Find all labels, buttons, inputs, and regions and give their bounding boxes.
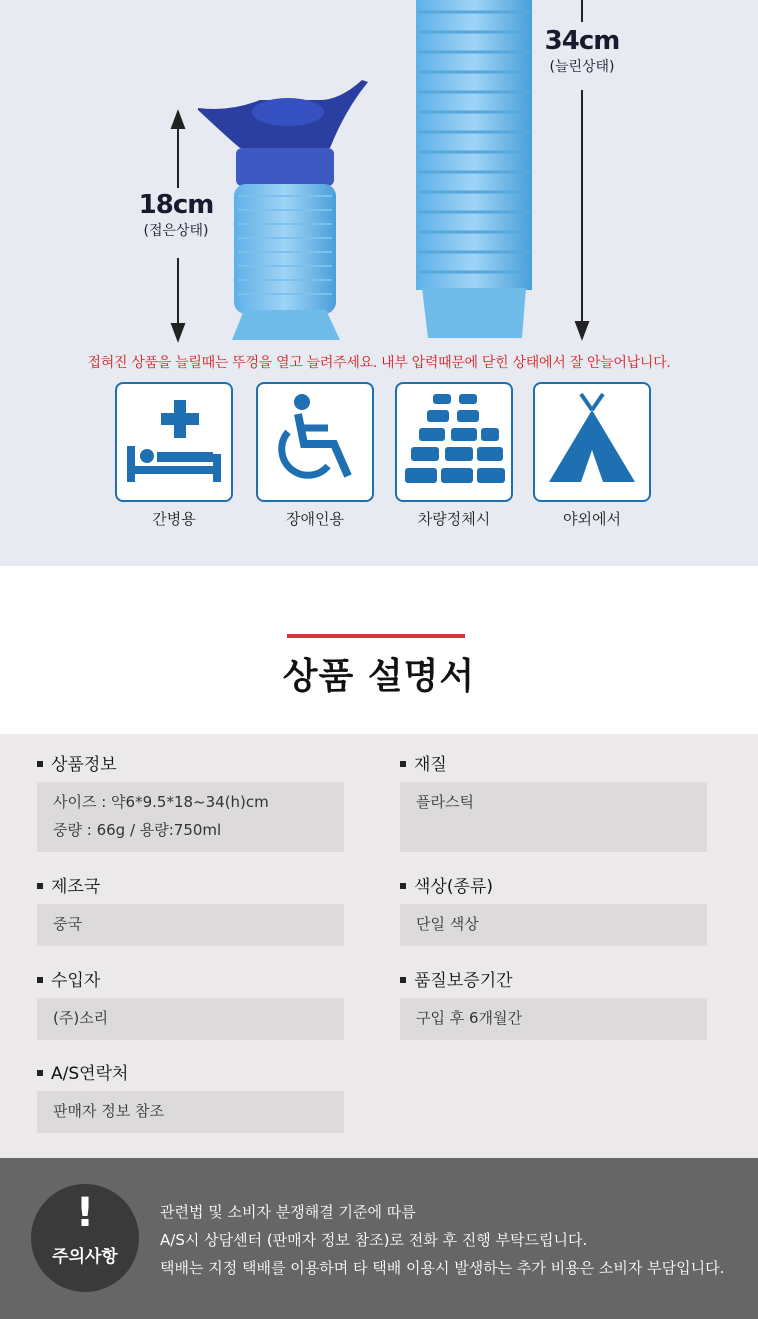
extended-bottle — [416, 0, 532, 338]
caution-text — [160, 1198, 724, 1282]
spec-value — [37, 904, 344, 946]
spec-value — [400, 904, 707, 946]
spec-line: (주)소리 — [53, 1009, 109, 1027]
spec-line: 사이즈 : 약6*9.5*18~34(h)cm — [53, 793, 269, 811]
bed-cross-icon — [117, 384, 231, 500]
spec-label: 색상(종류) — [400, 876, 707, 898]
folded-size-value: 18cm — [138, 190, 214, 220]
spec-value — [400, 782, 707, 852]
usage-notice: 접혀진 상품을 늘릴때는 뚜껑을 열고 늘려주세요. 내부 압력때문에 닫힌 상태에서 잘 안늘어납니다. — [87, 355, 671, 371]
use-label-nursing: 간병용 — [152, 510, 196, 528]
spec-line: 구입 후 6개월간 — [416, 1009, 523, 1027]
caution-title: 주의사항 — [52, 1247, 118, 1267]
spec-origin — [37, 876, 344, 946]
spec-product-info — [37, 754, 344, 852]
folded-size-label — [130, 190, 222, 240]
spec-label: 상품정보 — [37, 754, 344, 776]
use-label-traffic: 차량정체시 — [417, 510, 491, 528]
spec-line: 판매자 정보 참조 — [53, 1102, 164, 1120]
spec-as-contact — [37, 1063, 344, 1133]
spec-label: A/S연락처 — [37, 1063, 344, 1085]
spec-value — [37, 1091, 344, 1133]
tent-icon — [535, 384, 649, 500]
extended-size-value: 34cm — [544, 26, 620, 56]
folded-bottle — [198, 80, 368, 340]
section-title: 상품 설명서 — [282, 656, 476, 697]
spec-label: 재질 — [400, 754, 707, 776]
traffic-jam-icon — [397, 384, 511, 500]
caution-line: A/S시 상담센터 (판매자 정보 참조)로 전화 후 진행 부탁드립니다. — [160, 1231, 588, 1249]
caution-banner — [0, 1158, 758, 1319]
spec-line: 단일 색상 — [416, 915, 479, 933]
spec-label: 품질보증기간 — [400, 970, 707, 992]
caution-badge — [31, 1184, 139, 1292]
spec-line: 중량 : 66g / 용량:750ml — [53, 821, 222, 839]
outdoor-use-box — [533, 382, 651, 502]
wheelchair-icon — [258, 384, 372, 500]
traffic-use-box — [395, 382, 513, 502]
caution-line: 관련법 및 소비자 분쟁해결 기준에 따름 — [160, 1203, 416, 1221]
caution-line: 택배는 지정 택배를 이용하며 타 택배 이용시 발생하는 추가 비용은 소비자 부담입니다. — [160, 1259, 725, 1277]
title-accent-bar — [287, 634, 465, 638]
section-header — [0, 566, 758, 734]
spec-warranty — [400, 970, 707, 1040]
use-label-outdoor: 야외에서 — [563, 510, 621, 528]
folded-state-text: (접은상태) — [143, 223, 209, 239]
use-label-disabled: 장애인용 — [286, 510, 344, 528]
spec-material — [400, 754, 707, 852]
extended-size-label — [536, 26, 628, 76]
nursing-use-box — [115, 382, 233, 502]
spec-line: 중국 — [53, 915, 82, 933]
spec-color — [400, 876, 707, 946]
extended-state-text: (늘린상태) — [549, 59, 615, 75]
spec-importer — [37, 970, 344, 1040]
spec-value — [37, 998, 344, 1040]
exclamation-icon: ! — [75, 1190, 95, 1236]
spec-table — [0, 734, 758, 1158]
spec-value — [37, 782, 344, 852]
product-hero-image — [0, 0, 758, 566]
spec-label: 수입자 — [37, 970, 344, 992]
spec-value — [400, 998, 707, 1040]
spec-line: 플라스틱 — [416, 793, 474, 811]
spec-label: 제조국 — [37, 876, 344, 898]
disabled-use-box — [256, 382, 374, 502]
